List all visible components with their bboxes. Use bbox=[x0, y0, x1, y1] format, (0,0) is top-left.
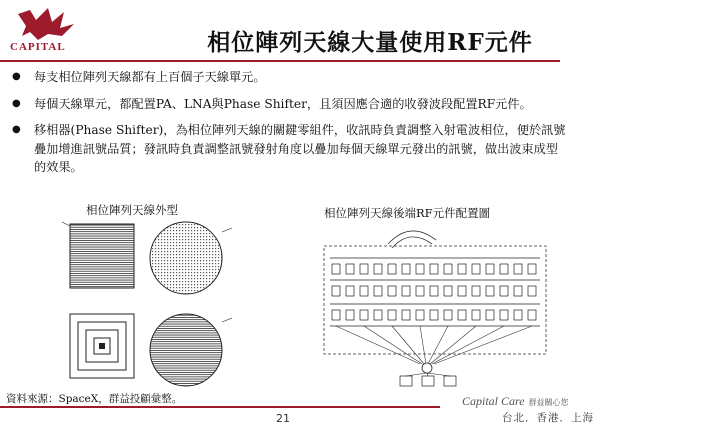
footer-divider bbox=[0, 406, 440, 408]
bullet-item: ● 每個天線單元，都配置PA、LNA與Phase Shifter，且須因應合適的收發波段配置RF元件。 bbox=[10, 95, 570, 114]
page-title: 相位陣列天線大量使用RF元件 bbox=[207, 29, 533, 56]
brand-tagline: 群益關心您 bbox=[528, 398, 569, 407]
source-note: 資料來源：SpaceX，群益投顧彙整。 bbox=[6, 393, 183, 405]
bullet-item: ● 每支相位陣列天線都有上百個子天線單元。 bbox=[10, 68, 570, 87]
logo-text: CAPITAL bbox=[10, 41, 66, 53]
left-figure-caption: 相位陣列天線外型 bbox=[86, 203, 178, 217]
page-number: 21 bbox=[276, 412, 290, 425]
antenna-shapes-figure bbox=[56, 218, 246, 390]
office-cities: 台北．香港．上海 bbox=[502, 412, 594, 424]
bullet-list bbox=[10, 68, 570, 185]
title-divider bbox=[0, 60, 560, 62]
brand-name: Capital Care bbox=[462, 394, 525, 408]
right-figure-caption: 相位陣列天線後端RF元件配置圖 bbox=[324, 206, 491, 220]
brand-mark bbox=[462, 394, 569, 409]
bullet-item: ● 移相器(Phase Shifter)，為相位陣列天線的關鍵零組件，收訊時負責調整入射電波相位，便於訊號疊加增進訊號品質；發訊時負責調整訊號發射角度以疊加每個天線單元發出的訊號，做出波束成型的效果。 bbox=[10, 121, 570, 177]
rf-layout-figure bbox=[310, 222, 560, 390]
